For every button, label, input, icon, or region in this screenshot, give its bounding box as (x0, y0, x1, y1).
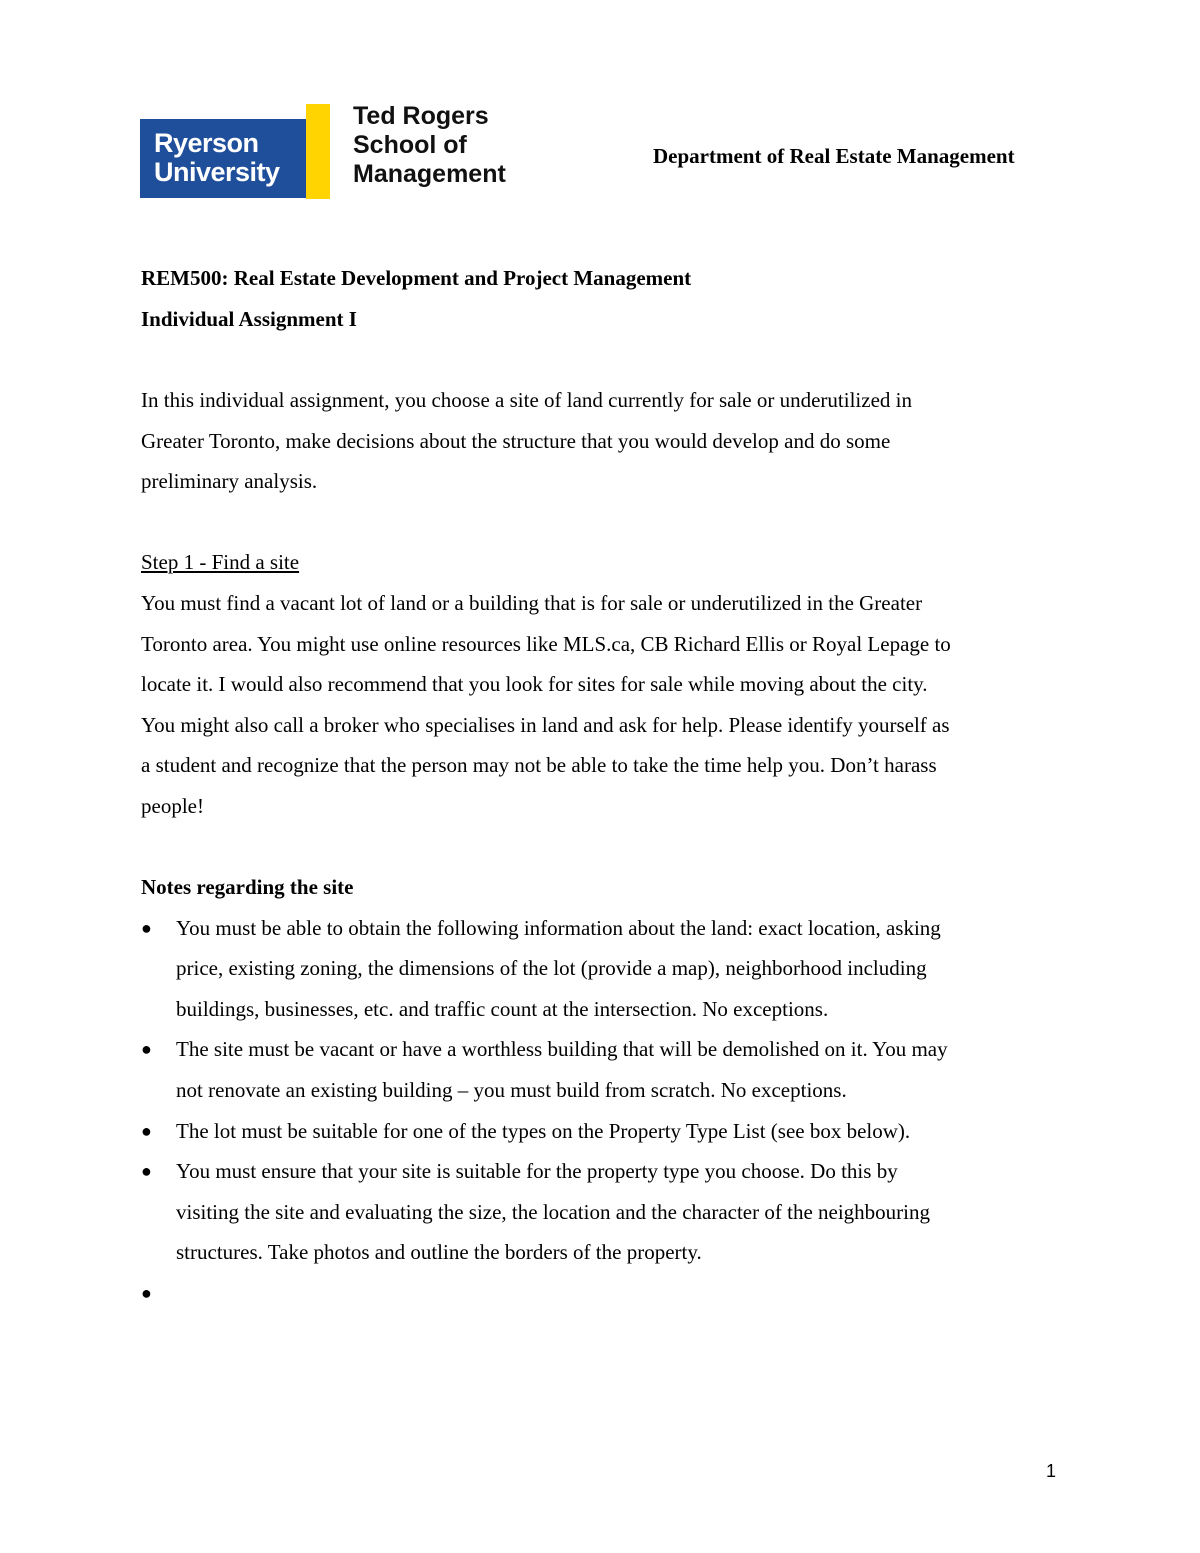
intro-line: preliminary analysis. (141, 469, 318, 493)
bullet-line: The lot must be suitable for one of the types on the Property Type List (see box below). (176, 1119, 911, 1143)
bullet-line: buildings, businesses, etc. and traffic count at the intersection. No exceptions. (176, 997, 829, 1021)
step1-line: You might also call a broker who specialises in land and ask for help. Please identify yourself as (141, 713, 950, 737)
logo-blue-block (140, 119, 324, 198)
step1-line: Toronto area. You might use online resources like MLS.ca, CB Richard Ellis or Royal Lepage to (141, 632, 951, 656)
logo-university-line2: University (154, 157, 280, 187)
step1-line: locate it. I would also recommend that you look for sites for sale while moving about the city. (141, 672, 928, 696)
intro-line: In this individual assignment, you choose a site of land currently for sale or underutilized in (141, 388, 912, 412)
bullet-dot: ● (141, 918, 152, 938)
assignment-title: Individual Assignment I (141, 307, 357, 331)
intro-line: Greater Toronto, make decisions about the structure that you would develop and do some (141, 429, 891, 453)
bullet-dot: ● (141, 1161, 152, 1181)
bullet-line: The site must be vacant or have a worthless building that will be demolished on it. You may (176, 1037, 948, 1061)
bullet-line: You must ensure that your site is suitable for the property type you choose. Do this by (176, 1159, 898, 1183)
logo-school-line2: School of (353, 131, 467, 159)
logo-school-line1: Ted Rogers (353, 102, 489, 130)
bullet-line: price, existing zoning, the dimensions of the lot (provide a map), neighborhood including (176, 956, 927, 980)
logo-school-line3: Management (353, 160, 506, 188)
step1-line: people! (141, 794, 204, 818)
university-logo (140, 102, 525, 200)
bullet-line: You must be able to obtain the following information about the land: exact location, asking (176, 916, 941, 940)
course-title: REM500: Real Estate Development and Project Management (141, 266, 692, 290)
logo-school-name (353, 102, 506, 189)
bullet-dot: ● (141, 1039, 152, 1059)
step1-line: You must find a vacant lot of land or a building that is for sale or underutilized in the Greater (141, 591, 923, 615)
bullet-dot: ● (141, 1121, 152, 1141)
notes-heading: Notes regarding the site (141, 875, 354, 899)
bullet-line: visiting the site and evaluating the size, the location and the character of the neighbouring (176, 1200, 931, 1224)
step1-heading: Step 1 - Find a site (141, 550, 300, 574)
department-name: Department of Real Estate Management (653, 144, 1015, 168)
step1-line: a student and recognize that the person may not be able to take the time help you. Don’t harass (141, 753, 937, 777)
logo-university-line1: Ryerson (154, 128, 259, 158)
logo-yellow-bar (306, 104, 330, 199)
bullet-line: not renovate an existing building – you must build from scratch. No exceptions. (176, 1078, 847, 1102)
bullet-line: structures. Take photos and outline the borders of the property. (176, 1240, 702, 1264)
page-number: 1 (1046, 1461, 1057, 1481)
bullet-dot: ● (141, 1283, 152, 1303)
